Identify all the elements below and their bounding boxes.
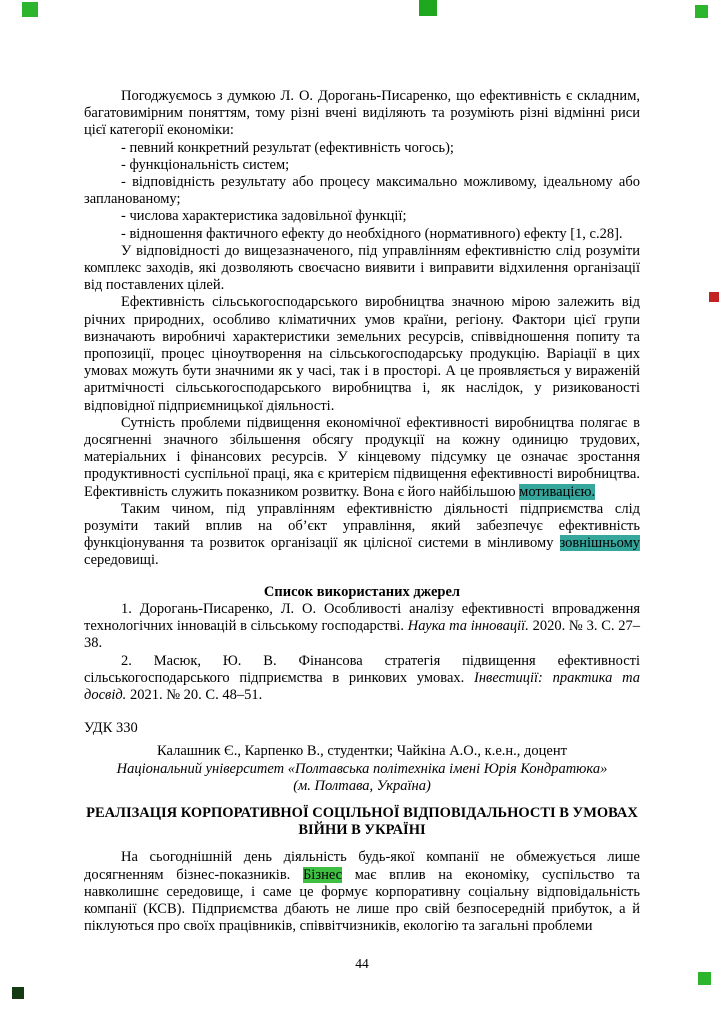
text-segment: На сьогоднішній день діяльність будь-якої компанії не обмежується лише досягненням бізнес-показників. bbox=[84, 849, 640, 883]
paragraph-conclusion bbox=[84, 501, 640, 570]
paragraph-csr-intro bbox=[84, 849, 640, 935]
marker-square bbox=[698, 972, 711, 985]
text-segment: 2. Масюк, Ю. В. Фінансова стратегія підвищення ефективності сільськогосподарського підприємства в ринкових умовах. bbox=[84, 652, 640, 686]
text-segment: 2021. № 20. С. 48–51. bbox=[126, 686, 263, 703]
page-number: 44 bbox=[355, 956, 369, 971]
text-segment: зовнішньому bbox=[559, 535, 640, 552]
article-title: РЕАЛІЗАЦІЯ КОРПОРАТИВНОЇ СОЦІЛЬНОЇ ВІДПОВІДАЛЬНОСТІ В УМОВАХ ВІЙНИ В УКРАЇНІ bbox=[86, 804, 638, 839]
list-item: - певний конкретний результат (ефективність чогось); bbox=[121, 139, 454, 156]
text-segment: Таким чином, під управлінням ефективністю діяльності підприємства слід розуміти такий вплив на об’єкт управління, який забезпечує ефективність функціонування та розвиток організації як цілісної системи в мінливому bbox=[84, 500, 640, 552]
text-segment: середовищі. bbox=[84, 552, 159, 569]
authors-line: Калашник Є., Карпенко В., студентки; Чайкіна А.О., к.е.н., доцент bbox=[157, 743, 567, 760]
text-segment: Сутність проблеми підвищення економічної ефективності виробництва полягає в досягненні значного збільшення обсягу продукції на кожну одиницю трудових, матеріальних і фінансових ресурсів. У кінцевому підсумку це означає зростання продуктивності суспільної праці, яка є критерієм підвищення ефективності виробництва. Ефективність служить показником розвитку. Вона є його найбільшою bbox=[84, 414, 640, 500]
marker-square bbox=[709, 292, 719, 302]
paragraph-management: У відповідності до вищезазначеного, під управлінням ефективністю слід розуміти комплекс заходів, які дозволяють своєчасно виявити і виправити відхилення організації від поставлених цілей. bbox=[84, 242, 640, 294]
list-item: - відношення фактичного ефекту до необхідного (нормативного) ефекту [1, с.28]. bbox=[121, 225, 623, 242]
list-item: - функціональність систем; bbox=[121, 156, 290, 173]
marker-square bbox=[12, 987, 24, 999]
paragraph-agriculture: Ефективність сільськогосподарського виробництва значною мірою залежить від річних природних, особливо кліматичних умов країни, регіону. Фактори цієї групи визначають виробничі характеристики земельних ресурсів, співвідношення попиту та пропозиції, процес ціноутворення на сільськогосподарську продукцію. Варіації в цих умовах можуть бути значними як у часі, так і в просторі. А це проявляється у вираженій аритмічності сільськогосподарського виробництва і, як наслідок, у ризикованості відповідної підприємницької діяльності. bbox=[84, 294, 640, 414]
marker-square bbox=[22, 2, 38, 17]
text-segment: 2020. № 3. С. 27–38. bbox=[84, 618, 640, 652]
list-item: - числова характеристика задовільної функції; bbox=[121, 208, 407, 225]
references-heading: Список використаних джерел bbox=[263, 583, 461, 600]
text-segment: Інвестиції: практика та досвід. bbox=[84, 669, 640, 703]
text-segment: Наука та інновації. bbox=[407, 618, 529, 635]
text-segment: Бізнес bbox=[302, 866, 343, 883]
affiliation-location: (м. Полтава, Україна) bbox=[293, 777, 431, 794]
text-segment: має вплив на економіку, суспільство та навколишнє середовище, і саме це формує корпоративну соціальну відповідальність компанії (КСВ). Підприємства дбають не лише про свій безпосередній прибуток, а й піклуються про своїх працівників, співвітчизників, екологію та загальні проблеми bbox=[84, 866, 640, 935]
affiliation-university: Національний університет «Полтавська політехніка імені Юрія Кондратюка» bbox=[116, 760, 608, 777]
reference-item bbox=[84, 653, 640, 705]
marker-square bbox=[419, 0, 437, 16]
text-segment: мотивацією. bbox=[519, 483, 596, 500]
marker-square bbox=[695, 5, 708, 18]
reference-item bbox=[84, 601, 640, 653]
text-segment: 1. Дорогань-Писаренко, Л. О. Особливості аналізу ефективності впровадження технологічних інновацій в сільському господарстві. bbox=[84, 600, 640, 635]
udk-number: УДК 330 bbox=[84, 720, 138, 737]
paragraph-efficiency-intro: Погоджуємось з думкою Л. О. Дорогань-Писаренко, що ефективність є складним, багатовимірним поняттям, тому різні вчені виділяють та розуміють різні відмінні риси цієї категорії економіки: bbox=[84, 88, 640, 139]
list-item: - відповідність результату або процесу максимально можливому, ідеальному або запланованому; bbox=[84, 174, 640, 208]
paragraph-productivity bbox=[84, 415, 640, 501]
